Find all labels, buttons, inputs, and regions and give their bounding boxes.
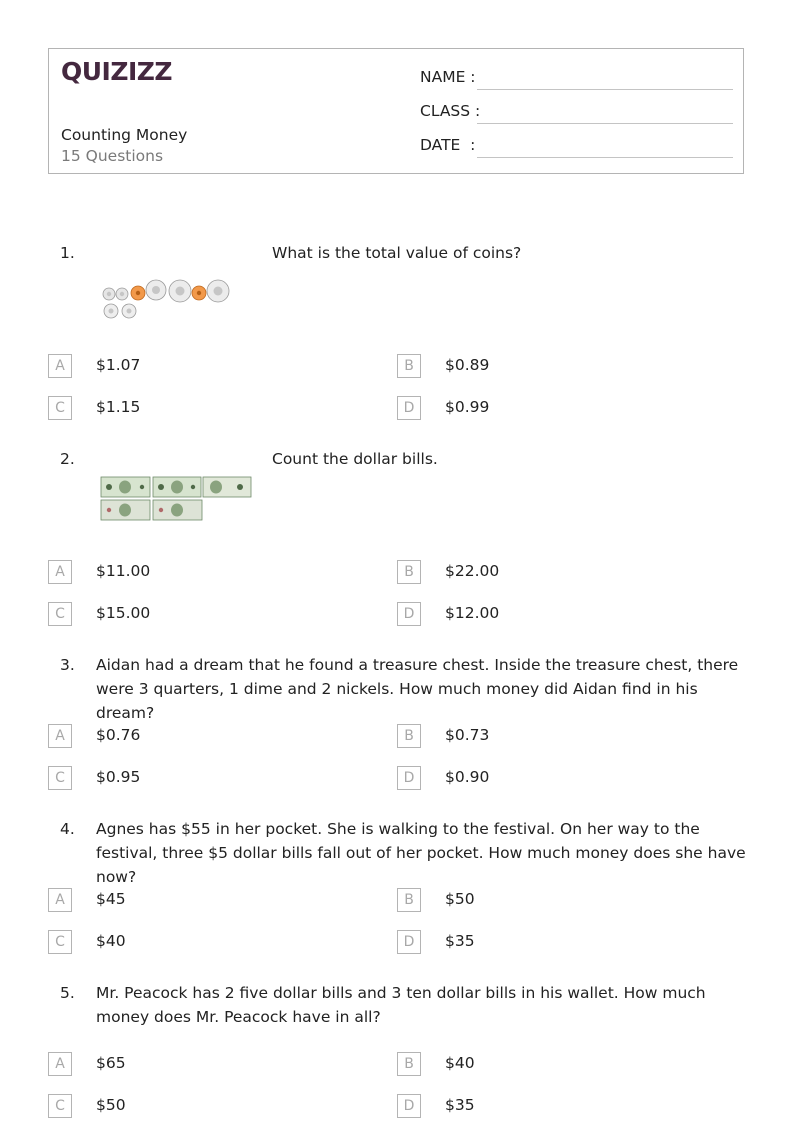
- option-text: $0.76: [96, 726, 141, 744]
- name-field[interactable]: [420, 68, 733, 92]
- option-text: $50: [96, 1096, 126, 1114]
- option-text: $50: [445, 890, 475, 908]
- option-text: $0.99: [445, 398, 490, 416]
- option-text: $22.00: [445, 562, 500, 580]
- question-text: Aidan had a dream that he found a treasure chest. Inside the treasure chest, there were 3 quarters, 1 dime and 2 nickels. How much money did Aidan find in his dream?: [96, 656, 739, 722]
- option-text: $1.07: [96, 356, 141, 374]
- option-text: $1.15: [96, 398, 141, 416]
- option-text: $65: [96, 1054, 126, 1072]
- option-text: $0.90: [445, 768, 490, 786]
- option-letter: B: [397, 560, 421, 584]
- question-number: 1.: [60, 244, 75, 262]
- option-letter: C: [48, 1094, 72, 1118]
- option-letter: D: [397, 930, 421, 954]
- option-text: $11.00: [96, 562, 151, 580]
- option-letter: B: [397, 354, 421, 378]
- class-line: [477, 123, 733, 124]
- option-text: $45: [96, 890, 126, 908]
- date-line: [477, 157, 733, 158]
- option-text: $0.95: [96, 768, 141, 786]
- class-label: CLASS :: [420, 102, 481, 120]
- question-number: 5.: [60, 984, 75, 1002]
- option-text: $0.73: [445, 726, 490, 744]
- option-letter: C: [48, 930, 72, 954]
- question-number: 4.: [60, 820, 75, 838]
- option-letter: B: [397, 1052, 421, 1076]
- question-count: 15 Questions: [61, 147, 164, 165]
- option-letter: C: [48, 602, 72, 626]
- option-text: $15.00: [96, 604, 151, 622]
- option-letter: D: [397, 766, 421, 790]
- option-letter: C: [48, 396, 72, 420]
- option-letter: D: [397, 1094, 421, 1118]
- worksheet-header: [48, 48, 744, 174]
- option-text: $0.89: [445, 356, 490, 374]
- option-letter: B: [397, 888, 421, 912]
- option-text: $35: [445, 1096, 475, 1114]
- option-letter: A: [48, 724, 72, 748]
- worksheet-title: Counting Money: [61, 126, 188, 144]
- option-letter: D: [397, 602, 421, 626]
- option-letter: A: [48, 888, 72, 912]
- question-number: 3.: [60, 656, 75, 674]
- option-letter: A: [48, 354, 72, 378]
- name-label: NAME :: [420, 68, 476, 86]
- question-number: 2.: [60, 450, 75, 468]
- name-line: [477, 89, 733, 90]
- option-letter: C: [48, 766, 72, 790]
- option-letter: B: [397, 724, 421, 748]
- option-letter: D: [397, 396, 421, 420]
- coins-image: [100, 276, 236, 328]
- date-label: DATE :: [420, 136, 476, 154]
- date-field[interactable]: [420, 136, 733, 160]
- question-text: Count the dollar bills.: [272, 450, 438, 468]
- option-text: $40: [96, 932, 126, 950]
- class-field[interactable]: [420, 102, 733, 126]
- dollar-bills-image: [100, 475, 252, 523]
- option-text: $35: [445, 932, 475, 950]
- option-letter: A: [48, 1052, 72, 1076]
- question-text: Mr. Peacock has 2 five dollar bills and 3 ten dollar bills in his wallet. How much money does Mr. Peacock have in all?: [96, 984, 706, 1026]
- option-letter: A: [48, 560, 72, 584]
- option-text: $12.00: [445, 604, 500, 622]
- quizizz-logo: QUIZIZZ: [61, 57, 173, 86]
- question-text: What is the total value of coins?: [272, 244, 522, 262]
- question-text: Agnes has $55 in her pocket. She is walking to the festival. On her way to the festival, three $5 dollar bills fall out of her pocket. How much money does she have now?: [96, 820, 746, 886]
- option-text: $40: [445, 1054, 475, 1072]
